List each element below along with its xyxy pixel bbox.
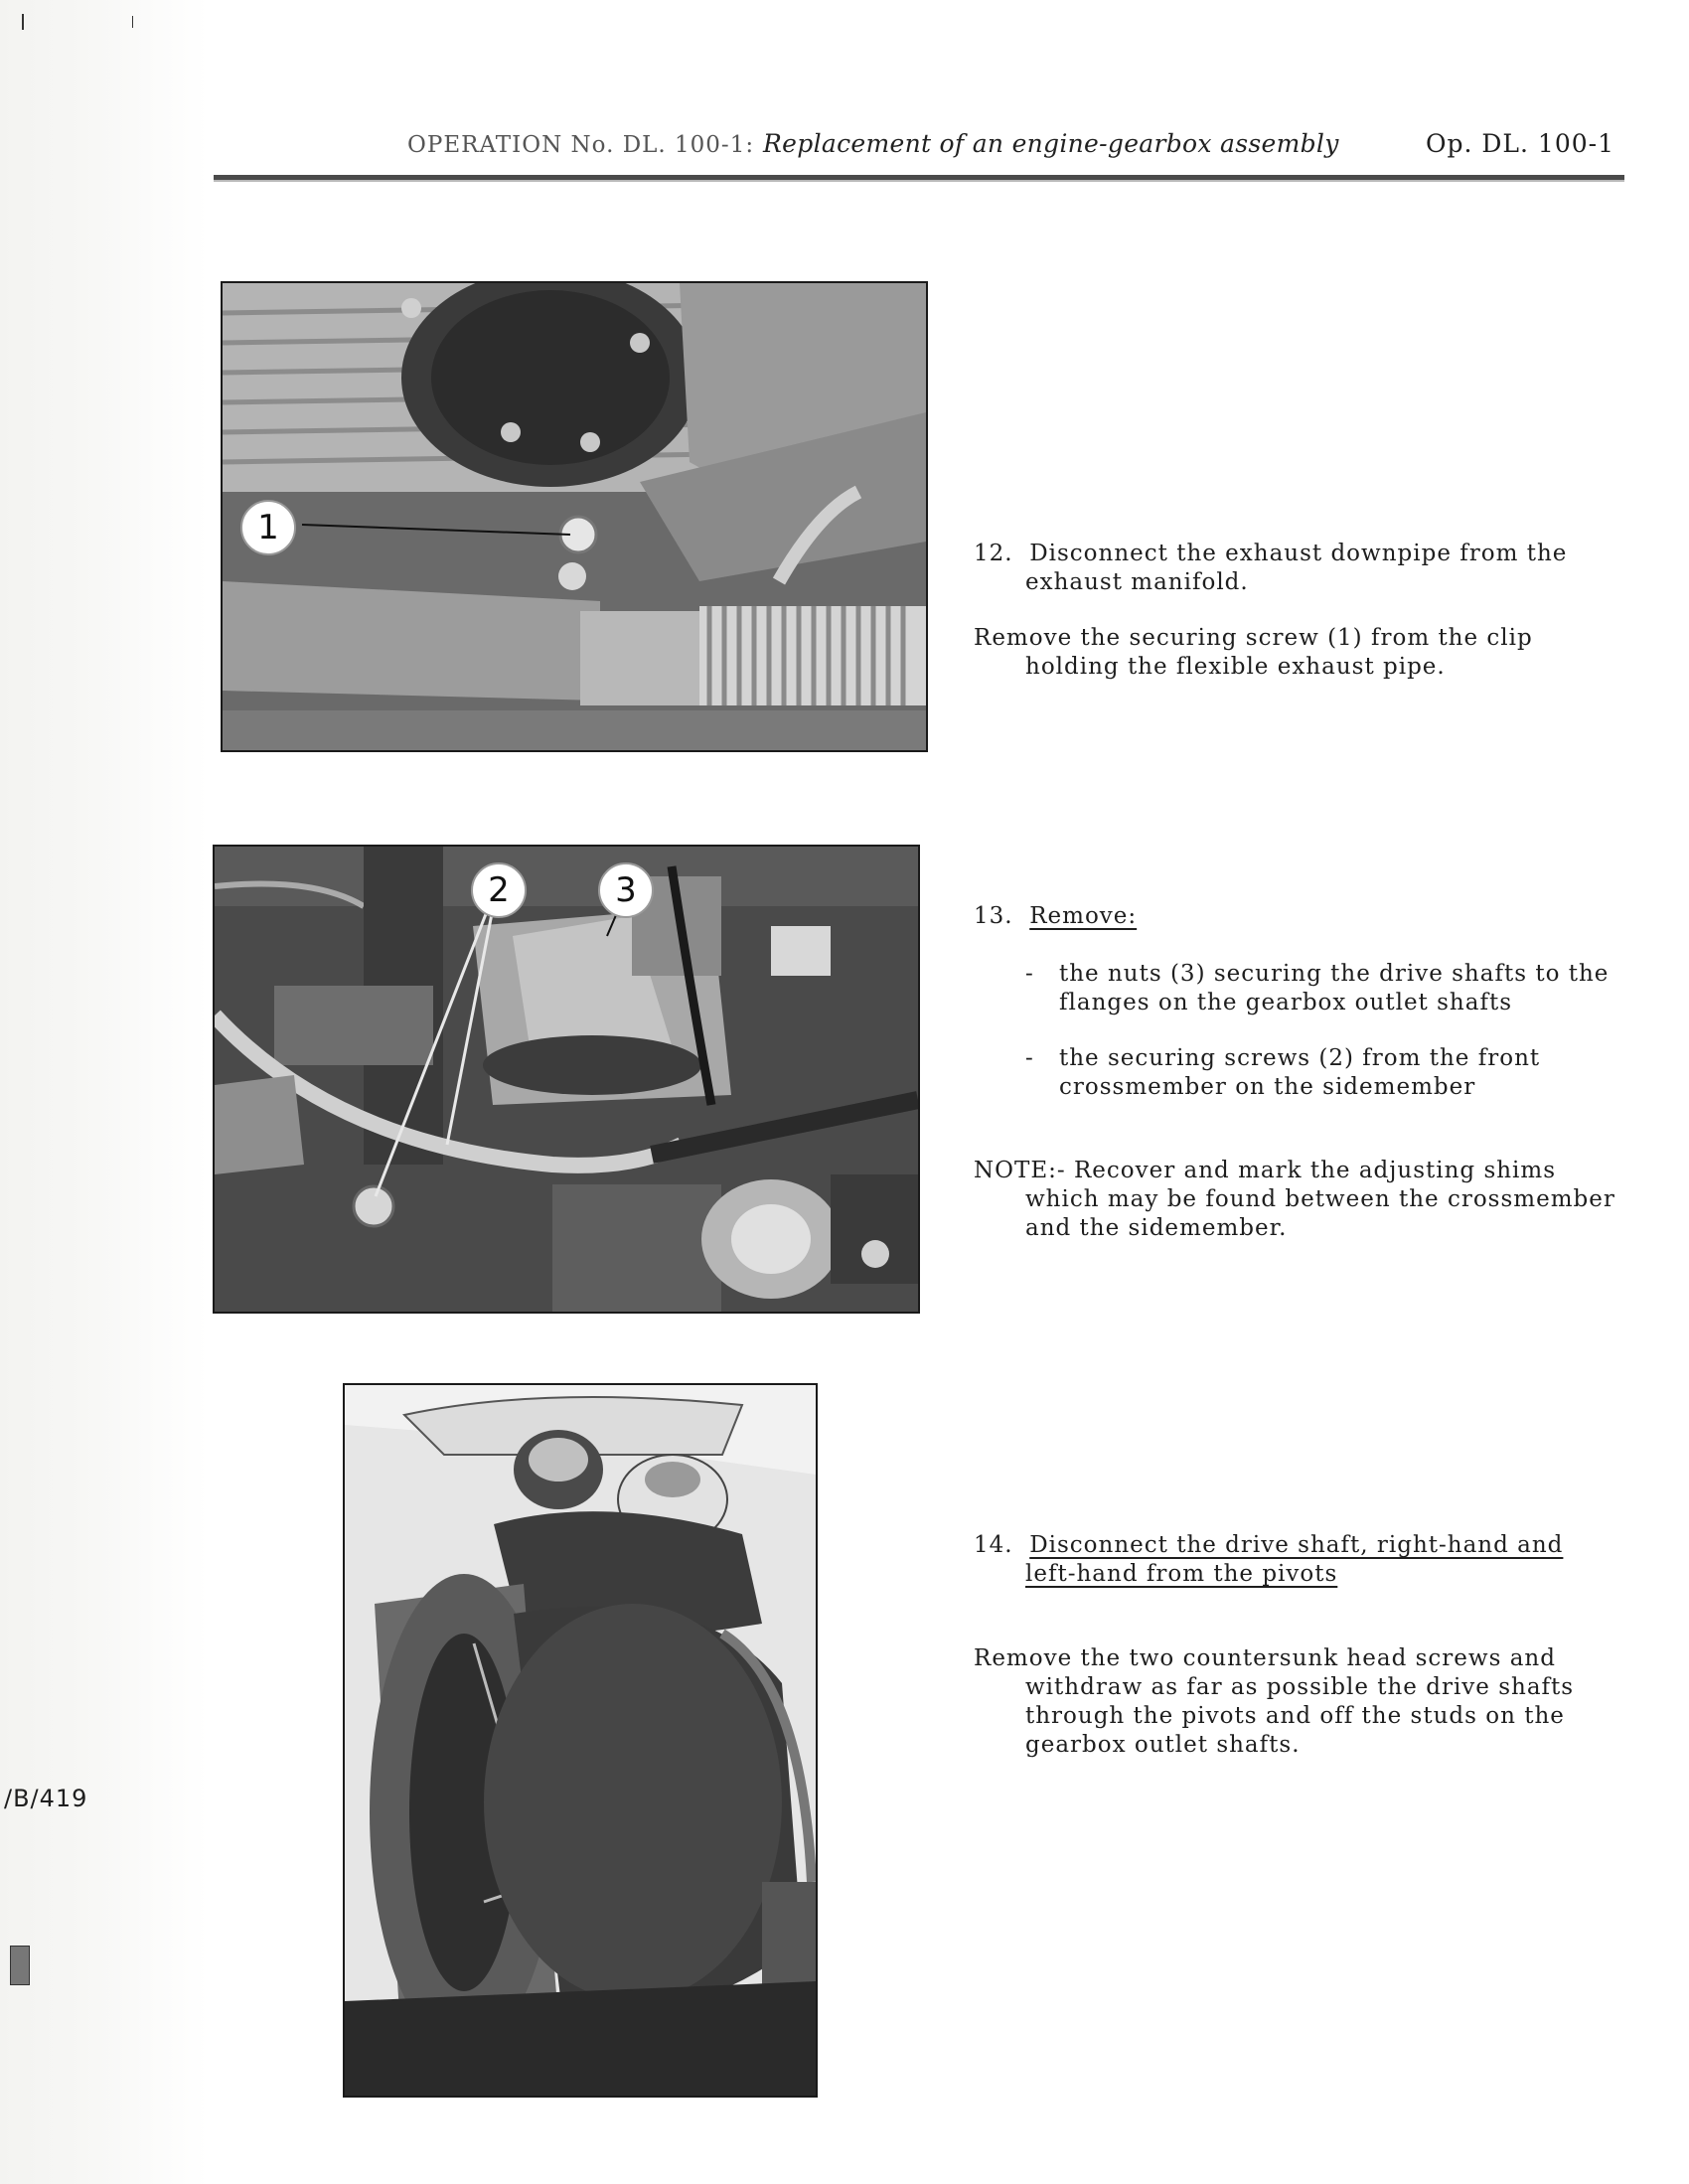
step-13-note: [974, 1157, 1615, 1243]
step-12-sub-line2: holding the flexible exhaust pipe.: [1025, 654, 1446, 680]
step-13-heading: Remove:: [1029, 903, 1138, 929]
header-operation: [407, 129, 1339, 158]
side-reference: /B/419: [4, 1785, 88, 1812]
step-12-sub: [974, 624, 1533, 682]
photo-drive-shaft-pivot-image: [345, 1385, 816, 2096]
step-13-item-2-line1: the securing screws (2) from the front: [1059, 1045, 1541, 1071]
margin-marker: [10, 1946, 30, 1985]
step-12-sub-line1: Remove the securing screw (1) from the clip: [974, 625, 1533, 651]
scan-edge: [0, 0, 209, 2184]
note-line2: which may be found between the crossmember: [1025, 1186, 1615, 1212]
step-14-sub-line1: Remove the two countersunk head screws and: [974, 1645, 1556, 1671]
callout-2: 2: [471, 862, 527, 918]
step-14-sub-line3: through the pivots and off the studs on the: [1025, 1703, 1565, 1729]
operation-ref: Op. DL. 100-1: [1425, 129, 1614, 158]
step-12-line2: exhaust manifold.: [1025, 569, 1249, 595]
step-number: 13.: [974, 903, 1013, 929]
step-12: [974, 540, 1567, 597]
photo-drive-shaft-pivot: [343, 1383, 818, 2098]
photo-exhaust-clip-image: [223, 283, 926, 750]
operation-label: OPERATION No. DL. 100-1:: [407, 132, 755, 158]
note-line1: NOTE:- Recover and mark the adjusting shims: [974, 1158, 1557, 1183]
step-14-sub-line4: gearbox outlet shafts.: [1025, 1732, 1301, 1758]
step-14-sub: [974, 1644, 1574, 1760]
photo-exhaust-clip: [221, 281, 928, 752]
list-dash: -: [1025, 961, 1034, 987]
step-14: [974, 1531, 1563, 1589]
operation-title: Replacement of an engine-gearbox assembly: [763, 129, 1339, 158]
note-line3: and the sidemember.: [1025, 1215, 1288, 1241]
list-dash: -: [1025, 1045, 1034, 1071]
page-header: [407, 129, 1614, 169]
header-rule-shadow: [214, 180, 1624, 182]
photo-drive-shaft-nuts: [213, 845, 920, 1314]
step-13-item-1-line1: the nuts (3) securing the drive shafts to the: [1059, 961, 1610, 987]
callout-1: 1: [240, 500, 296, 555]
step-13-item-1-line2: flanges on the gearbox outlet shafts: [1059, 990, 1512, 1015]
photo-drive-shaft-nuts-image: [215, 847, 918, 1312]
step-number: 14.: [974, 1532, 1013, 1558]
step-12-line1: Disconnect the exhaust downpipe from the: [1029, 541, 1568, 566]
callout-3: 3: [598, 862, 654, 918]
step-13-item-2-line2: crossmember on the sidemember: [1059, 1074, 1476, 1100]
step-13: [974, 902, 1137, 931]
step-14-heading-line1: Disconnect the drive shaft, right-hand and: [1029, 1532, 1564, 1558]
step-14-sub-line2: withdraw as far as possible the drive shafts: [1025, 1674, 1575, 1700]
scan-mark: [132, 16, 133, 28]
scan-mark: [22, 14, 24, 30]
step-number: 12.: [974, 541, 1013, 566]
step-14-heading-line2: left-hand from the pivots: [1025, 1561, 1338, 1587]
